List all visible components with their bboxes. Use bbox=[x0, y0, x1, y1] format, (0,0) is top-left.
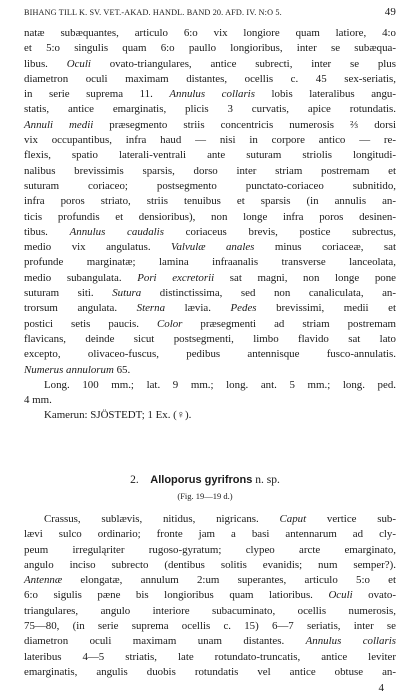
italic-term: Valvulæ anales bbox=[171, 241, 255, 254]
text-line: lævi sulco ordinario; fronte jam a basi antennarum ad cly- bbox=[24, 528, 396, 541]
italic-term: Pedes bbox=[230, 302, 257, 315]
text-line: diametron oculi maximam distantes, ocellis c. 45 sex-seriatis, bbox=[24, 72, 396, 85]
text-line: 6:o sigulis pæne bis longioribus quam latioribus. Oculi ovato- bbox=[24, 589, 396, 602]
text-line: medio subangulata. Pori excretorii sat magni, non longe pone bbox=[24, 271, 396, 284]
text-line: nalibus brevissimis sparsis, dorso inter striam postremam et bbox=[24, 164, 396, 177]
text-line: trorsum angulata. Sterna lævia. Pedes brevissimi, medii et bbox=[24, 302, 396, 315]
italic-term: Annulus caudalis bbox=[69, 225, 164, 238]
text-line: profunde marginatæ; lamina infraanalis transverse lanceolata, bbox=[24, 256, 396, 269]
text-line: Antennæ elongatæ, annulum 2:um superantes, articulo 5:o et bbox=[24, 574, 396, 587]
measurements-line: Long. 100 mm.; lat. 9 mm.; long. ant. 5 mm.; long. ped. bbox=[44, 378, 396, 391]
description-continued bbox=[24, 26, 396, 424]
italic-term: Caput bbox=[279, 513, 307, 525]
text-line: infra poros striato, striis tenuibus et sparsis (in annulis an- bbox=[24, 195, 396, 208]
text-line: suturam siti. Sutura distinctissima, sed non canaliculata, an- bbox=[24, 287, 396, 300]
text-line: suturam coriaceo; postsegmento punctato-coriaceo subnitido, bbox=[24, 179, 396, 192]
species-number: 2. bbox=[130, 474, 139, 486]
text-line: angulo inciso subrecto (dentibus solitis evanidis; num semper?). bbox=[24, 558, 396, 571]
text-line: medio vix angulatus. Valvulæ anales minus coriaceæ, sat bbox=[24, 241, 397, 254]
italic-term: Oculi bbox=[66, 57, 91, 70]
italic-term: Annulus collaris bbox=[305, 635, 397, 648]
text-line: ticis profundis et densioribus), non longe infra poros desinen- bbox=[24, 210, 396, 223]
text-line: peum irreguląriter rugoso-gyratum; clypeo arcte emarginato, bbox=[24, 543, 396, 556]
italic-term: Sutura bbox=[112, 287, 142, 300]
text-line: in serie suprema 11. Annulus collaris lobis lateralibus angu- bbox=[24, 88, 396, 101]
italic-term: Pori excretorii bbox=[137, 271, 215, 284]
text-line: Annuli medii præsegmento striis concentricis numerosis ⅔ dorsi bbox=[24, 118, 396, 131]
text-line: lateribus 4—5 striatis, late rotundato-truncatis, antice leviter bbox=[24, 650, 396, 663]
text-line: flexis, spatio laterali-ventrali ante suturam striolis longitudi- bbox=[24, 149, 396, 162]
locality-line: Kamerun: SJÖSTEDT; 1 Ex. (♀). bbox=[44, 409, 192, 422]
italic-term: Annuli medii bbox=[24, 118, 94, 131]
text-line: triangulares, angulo interiore subacuminato, ocellis numerosis, bbox=[24, 604, 396, 617]
text-line: et 5:o singulis quam 6:o paullo longioribus, inter se subæqua- bbox=[24, 42, 396, 55]
text-line: vix occupantibus, infra haud — nisi in corpore antico — re- bbox=[24, 134, 396, 147]
text-line: libus. Oculi ovato-triangulares, antice subrecti, inter se plus bbox=[24, 57, 396, 70]
signature-number: 4 bbox=[378, 682, 384, 694]
italic-term: Color bbox=[156, 317, 183, 330]
text-line: natæ subæquantes, articulo 6:o vix longiore quam latiore, 4:o bbox=[24, 27, 396, 39]
text-line: Crassus, sublævis, nitidus, nigricans. Caput vertice sub- bbox=[44, 513, 397, 525]
species-heading bbox=[0, 474, 410, 486]
italic-term: Annulus collaris bbox=[169, 88, 255, 101]
figure-reference: (Fig. 19—19 d.) bbox=[177, 491, 233, 501]
species-status: n. sp. bbox=[255, 474, 280, 486]
page-number: 49 bbox=[384, 6, 396, 18]
running-header bbox=[24, 6, 396, 22]
text-line: tibus. Annulus caudalis coriaceus brevis, postice subrectus, bbox=[24, 225, 396, 238]
species-name: Alloporus gyrifrons bbox=[150, 474, 253, 486]
measurements-line: 4 mm. bbox=[24, 394, 52, 407]
italic-term: Antennæ bbox=[24, 574, 63, 587]
text-line: emarginatis, angulis duobis rotundatis vel antice obtuse an- bbox=[24, 665, 396, 678]
text-line: Numerus annulorum 65. bbox=[24, 363, 131, 376]
text-line: 75—80, (in serie suprema ocellis c. 15) 6—7 seriatis, inter se bbox=[24, 620, 396, 633]
species-description bbox=[24, 512, 396, 680]
text-line: postici setis paucis. Color præsegmenti ad striam postremam bbox=[24, 317, 396, 330]
text-line: flavicans, deinde sicut postsegmenti, limbo flavido sat lato bbox=[24, 332, 396, 345]
journal-title: BIHANG TILL K. SV. VET.-AKAD. HANDL. BAND 20. AFD. IV. N:O 5. bbox=[24, 8, 282, 17]
italic-term: Numerus annulorum bbox=[24, 363, 114, 376]
text-line: excepto, olivaceo-fuscus, pedibus antennisque fusco-annulatis. bbox=[24, 348, 396, 361]
italic-term: Oculi bbox=[328, 589, 353, 602]
text-line: diametron oculi maximam unam distantes. Annulus collaris bbox=[24, 635, 397, 648]
text-line: statis, antice emarginatis, plicis 3 curvatis, apice rotundatis. bbox=[24, 103, 396, 116]
italic-term: Sterna bbox=[136, 302, 166, 315]
